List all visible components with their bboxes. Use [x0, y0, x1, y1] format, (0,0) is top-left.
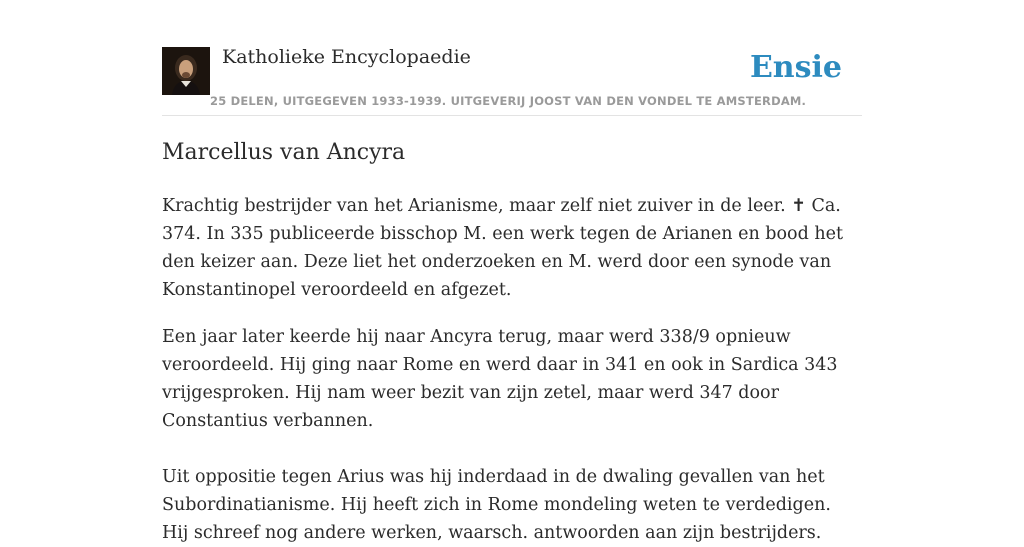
article-paragraph: Een jaar later keerde hij naar Ancyra terug, maar werd 338/9 opnieuw veroordeeld. Hij ging naar Rome en werd daar in 341 en ook in Sardica 343 vrijgesproken. Hij nam weer bezit van zijn zetel, maar werd 347 door Constantius verbannen. — [162, 327, 838, 431]
article-paragraph: Uit oppositie tegen Arius was hij inderdaad in de dwaling gevallen van het Subordinatianisme. Hij heeft zich in Rome mondeling weten te verdedigen. Hij schreef nog andere werken, waarsch. antwoorden aan zijn bestrijders. — [162, 467, 831, 543]
portrait-avatar-icon[interactable] — [162, 47, 210, 95]
article-paragraph: Krachtig bestrijder van het Arianisme, maar zelf niet zuiver in de leer. ✝ Ca. 374. In 335 publiceerde bisschop M. een werk tegen de Arianen en bood het den keizer aan. Deze liet het onderzoeken en M. werd door een synode van Konstantinopel veroordeeld en afgezet. — [162, 196, 843, 300]
article-title: Marcellus van Ancyra — [162, 140, 406, 165]
publication-subtitle: 25 DELEN, UITGEGEVEN 1933-1939. UITGEVERIJ JOOST VAN DEN VONDEL TE AMSTERDAM. — [210, 94, 807, 108]
site-header — [162, 40, 862, 116]
publication-title[interactable]: Katholieke Encyclopaedie — [222, 46, 471, 68]
ensie-logo-link[interactable]: Ensie — [749, 50, 842, 85]
article-body — [162, 192, 862, 547]
